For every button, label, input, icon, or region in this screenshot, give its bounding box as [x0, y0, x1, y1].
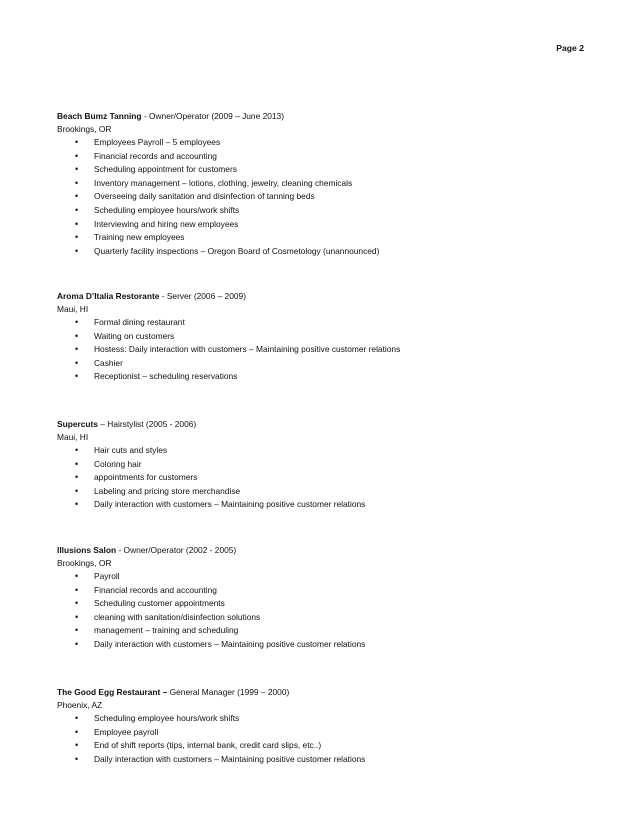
bullet-icon: • [75, 150, 79, 161]
duty-item [57, 458, 597, 472]
duty-item [57, 638, 597, 652]
duty-text: Inventory management – lotions, clothing, jewelry, cleaning chemicals [94, 177, 353, 188]
job-location: Phoenix, AZ [57, 700, 103, 710]
bullet-icon: • [75, 485, 79, 496]
duty-text: Scheduling appointment for customers [94, 164, 237, 175]
duty-item [57, 753, 597, 767]
duty-item [57, 218, 597, 232]
bullet-icon: • [75, 137, 79, 147]
job-location: Brookings, OR [57, 558, 112, 568]
job-header [57, 686, 597, 699]
bullet-icon: • [75, 445, 79, 455]
duties-list [57, 570, 597, 652]
duty-text: cleaning with sanitation/disinfection solutions [94, 611, 261, 622]
duty-item [57, 177, 597, 191]
job-role: - Owner/Operator (2002 - 2005) [116, 545, 237, 555]
duty-item [57, 231, 597, 245]
duty-item [57, 584, 597, 598]
duty-text: Cashier [94, 357, 123, 368]
duty-text: Hostess: Daily interaction with customers – Maintaining positive customer relations [94, 344, 401, 355]
duty-text: Receptionist – scheduling reservations [94, 371, 238, 382]
duty-text: appointments for customers [94, 472, 198, 483]
job-entry-beach-bumz-tanning [57, 110, 597, 258]
job-entry-supercuts [57, 418, 597, 512]
bullet-icon: • [75, 753, 79, 764]
page-number: Page 2 [556, 43, 584, 53]
duty-text: Daily interaction with customers – Maintaining positive customer relations [94, 499, 366, 510]
job-role: - Server (2006 – 2009) [159, 291, 246, 301]
employer-name: Aroma D’Italia Restorante [57, 291, 160, 301]
job-role: - Owner/Operator (2009 – June 2013) [141, 111, 284, 121]
duty-text: Labeling and pricing store merchandise [94, 485, 241, 496]
duty-item [57, 624, 597, 638]
bullet-icon: • [75, 625, 79, 636]
duty-item [57, 150, 597, 164]
duty-text: Scheduling employee hours/work shifts [94, 713, 240, 723]
job-role: – Hairstylist (2005 - 2006) [97, 419, 197, 429]
job-header [57, 110, 597, 123]
duty-item [57, 330, 597, 344]
bullet-icon: • [75, 726, 79, 737]
duty-text: Financial records and accounting [94, 584, 217, 595]
duty-text: Overseeing daily sanitation and disinfection of tanning beds [94, 191, 315, 202]
bullet-icon: • [75, 164, 79, 175]
bullet-icon: • [75, 638, 79, 649]
bullet-icon: • [75, 177, 79, 188]
duty-item [57, 444, 597, 458]
bullet-icon: • [75, 571, 79, 581]
bullet-icon: • [75, 218, 79, 229]
duty-text: Daily interaction with customers – Maintaining positive customer relations [94, 638, 366, 649]
duty-text: Waiting on customers [94, 330, 175, 341]
duty-item [57, 498, 597, 512]
bullet-icon: • [75, 713, 79, 723]
duty-text: Employees Payroll – 5 employees [94, 137, 221, 147]
duty-item [57, 136, 597, 150]
duty-item [57, 316, 597, 330]
duty-item [57, 570, 597, 584]
duty-text: Employee payroll [94, 726, 159, 737]
duty-text: Formal dining restaurant [94, 317, 185, 327]
job-header [57, 418, 597, 431]
bullet-icon: • [75, 357, 79, 368]
duty-text: Payroll [94, 571, 120, 581]
bullet-icon: • [75, 191, 79, 202]
duty-item [57, 726, 597, 740]
duty-item [57, 597, 597, 611]
job-entry-the-good-egg [57, 686, 597, 766]
duty-item [57, 343, 597, 357]
duty-item [57, 163, 597, 177]
duties-list [57, 444, 597, 512]
duties-list [57, 712, 597, 766]
employer-name: Illusions Salon [57, 545, 117, 555]
duty-text: Interviewing and hiring new employees [94, 218, 239, 229]
job-header [57, 290, 597, 303]
duty-text: Quarterly facility inspections – Oregon Board of Cosmetology (unannounced) [94, 245, 380, 256]
job-header [57, 544, 597, 557]
employer-name: Supercuts [57, 419, 98, 429]
duty-item [57, 190, 597, 204]
duty-text: End of shift reports (tips, internal bank, credit card slips, etc..) [94, 740, 322, 751]
duty-text: Scheduling employee hours/work shifts [94, 204, 240, 215]
duty-item [57, 485, 597, 499]
bullet-icon: • [75, 611, 79, 622]
bullet-icon: • [75, 317, 79, 327]
job-role: General Manager (1999 – 2000) [167, 687, 290, 697]
duties-list [57, 136, 597, 258]
duty-item [57, 245, 597, 259]
employer-name: Beach Bumz Tanning [57, 111, 142, 121]
bullet-icon: • [75, 458, 79, 469]
duties-list [57, 316, 597, 384]
bullet-icon: • [75, 740, 79, 751]
duty-item [57, 204, 597, 218]
bullet-icon: • [75, 584, 79, 595]
bullet-icon: • [75, 245, 79, 256]
duty-item [57, 739, 597, 753]
duty-item [57, 712, 597, 726]
bullet-icon: • [75, 330, 79, 341]
employer-name: The Good Egg Restaurant – [57, 687, 168, 697]
job-location: Maui, HI [57, 432, 89, 442]
duty-text: Financial records and accounting [94, 150, 217, 161]
duty-text: Hair cuts and styles [94, 445, 168, 455]
bullet-icon: • [75, 598, 79, 609]
duty-text: Training new employees [94, 232, 185, 243]
bullet-icon: • [75, 344, 79, 355]
bullet-icon: • [75, 499, 79, 510]
bullet-icon: • [75, 371, 79, 382]
bullet-icon: • [75, 472, 79, 483]
bullet-icon: • [75, 232, 79, 243]
duty-item [57, 471, 597, 485]
job-entry-aroma-ditalia [57, 290, 597, 384]
bullet-icon: • [75, 204, 79, 215]
job-location: Maui, HI [57, 304, 89, 314]
job-entry-illusions-salon [57, 544, 597, 652]
duty-item [57, 611, 597, 625]
duty-text: management – training and scheduling [94, 625, 239, 636]
duty-text: Daily interaction with customers – Maintaining positive customer relations [94, 753, 366, 764]
duty-text: Coloring hair [94, 458, 142, 469]
job-location: Brookings, OR [57, 124, 112, 134]
duty-item [57, 357, 597, 371]
duty-text: Scheduling customer appointments [94, 598, 225, 609]
duty-item [57, 370, 597, 384]
